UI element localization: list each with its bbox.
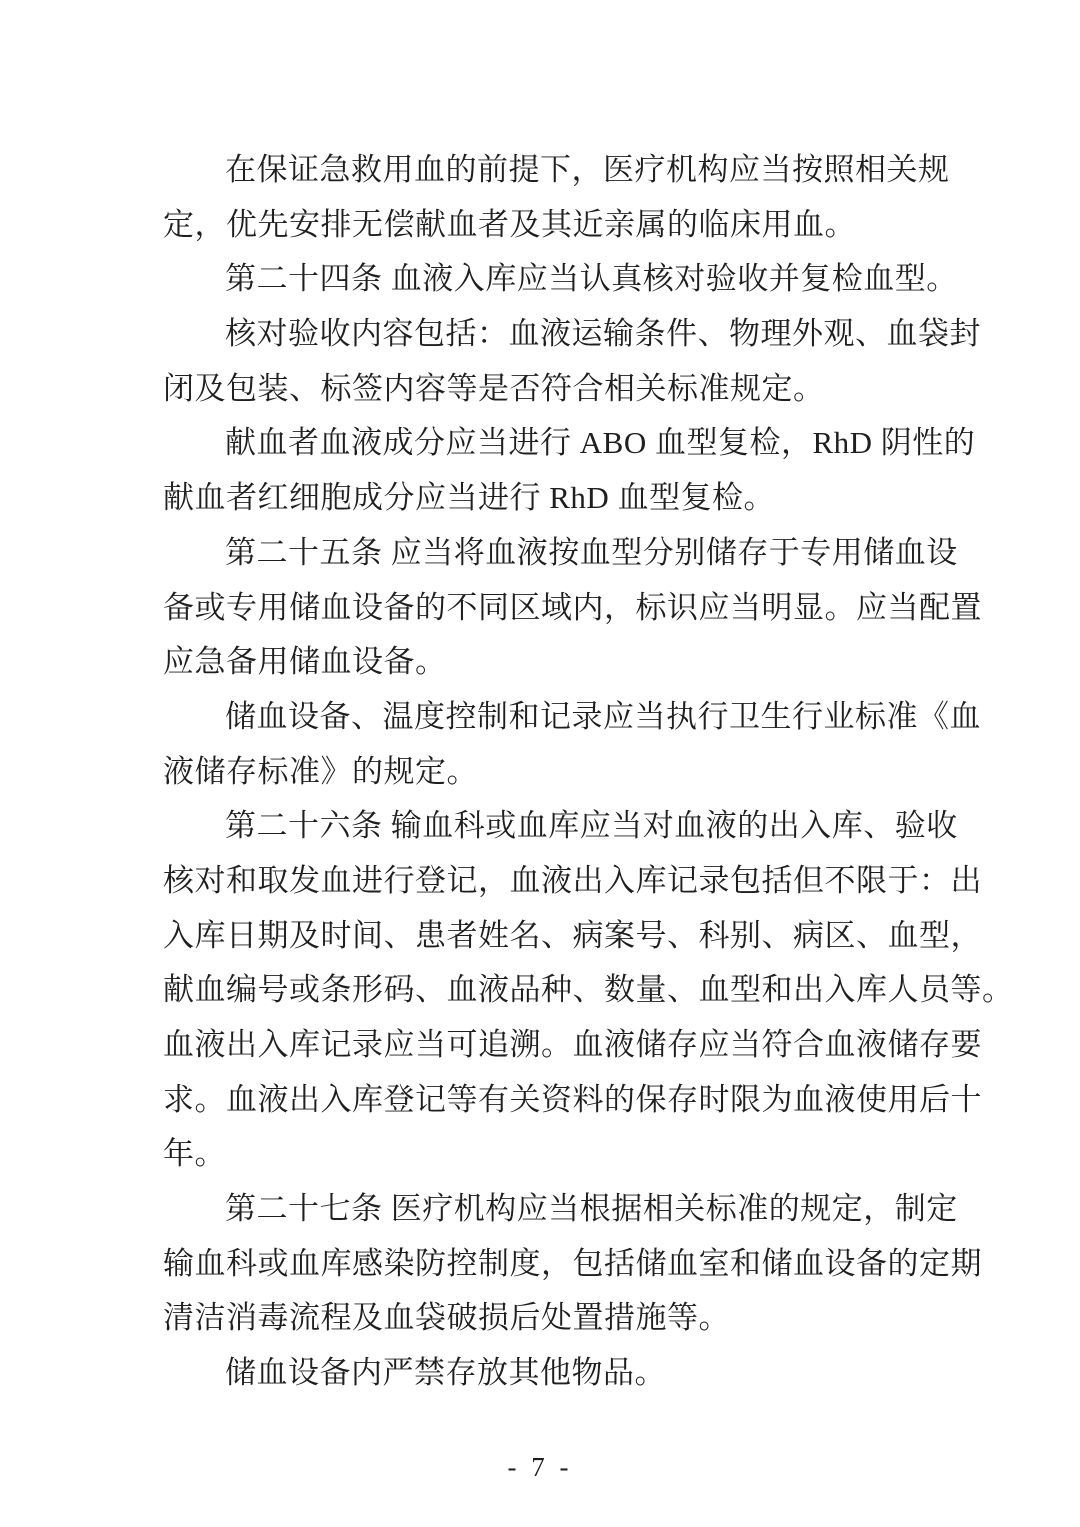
text-line: 储血设备内严禁存放其他物品。: [225, 1355, 666, 1391]
text-line: 献血编号或条形码、血液品种、数量、血型和出入库人员等。: [163, 972, 1014, 1008]
text-line: 第二十七条 医疗机构应当根据相关标准的规定，制定: [225, 1191, 958, 1227]
page-number: - 7 -: [507, 1452, 573, 1482]
text-line: 第二十五条 应当将血液按血型分别储存于专用储血设: [225, 534, 958, 570]
text-line: 年。: [163, 1136, 226, 1172]
text-line: 清洁消毒流程及血袋破损后处置措施等。: [163, 1300, 730, 1336]
text-line: 定，优先安排无偿献血者及其近亲属的临床用血。: [163, 206, 856, 242]
text-line: 闭及包装、标签内容等是否符合相关标准规定。: [163, 370, 825, 406]
text-line: 输血科或血库感染防控制度，包括储血室和储血设备的定期: [163, 1245, 982, 1281]
text-line: 第二十六条 输血科或血库应当对血液的出入库、验收: [225, 808, 958, 844]
text-line: 备或专用储血设备的不同区域内，标识应当明显。应当配置: [163, 589, 982, 625]
text-line: 核对验收内容包括：血液运输条件、物理外观、血袋封: [225, 316, 981, 352]
text-line: 献血者血液成分应当进行 ABO 血型复检，RhD 阴性的: [225, 425, 976, 461]
text-line: 核对和取发血进行登记，血液出入库记录包括但不限于：出: [163, 862, 982, 898]
text-line: 求。血液出入库登记等有关资料的保存时限为血液使用后十: [163, 1081, 982, 1117]
text-line: 献血者红细胞成分应当进行 RhD 血型复检。: [163, 480, 776, 516]
text-line: 第二十四条 血液入库应当认真核对验收并复检血型。: [225, 261, 958, 297]
text-line: 在保证急救用血的前提下，医疗机构应当按照相关规: [225, 152, 950, 187]
text-line: 血液出入库记录应当可追溯。血液储存应当符合血液储存要: [163, 1027, 982, 1062]
text-line: 入库日期及时间、患者姓名、病案号、科别、病区、血型，: [163, 917, 982, 953]
text-line: 储血设备、温度控制和记录应当执行卫生行业标准《血: [225, 698, 981, 734]
text-line: 液储存标准》的规定。: [163, 753, 478, 789]
document-body: [163, 143, 1014, 1401]
text-line: 应急备用储血设备。: [163, 644, 447, 680]
